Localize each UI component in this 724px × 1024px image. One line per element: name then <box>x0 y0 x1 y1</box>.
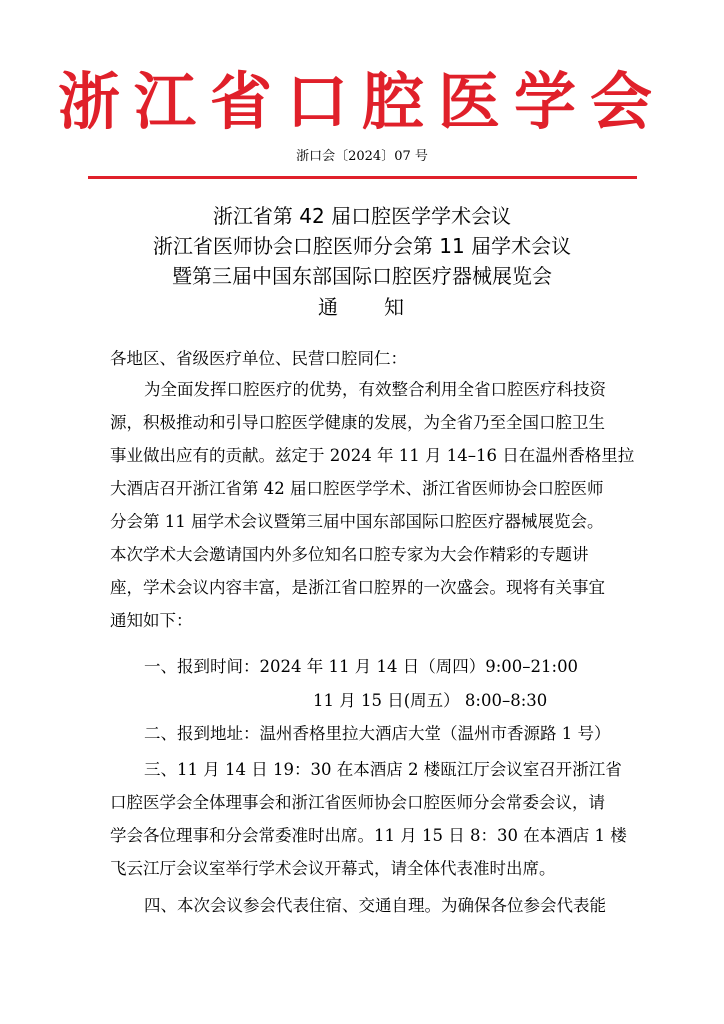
meeting-title-line-2: 浙江省医师协会口腔医师分会第 11 届学术会议 <box>152 234 572 258</box>
paragraph-1-line: 大酒店召开浙江省第 42 届口腔医学学术、浙江省医师协会口腔医师 <box>110 479 604 498</box>
paragraph-1-line: 为全面发挥口腔医疗的优势，有效整合利用全省口腔医疗科技资 <box>144 380 606 399</box>
item-3-line: 学会各位理事和分会常委准时出席。11 月 15 日 8：30 在本酒店 1 楼 <box>110 826 627 845</box>
notice-title <box>0 293 724 321</box>
meeting-title-line-3: 暨第三届中国东部国际口腔医疗器械展览会 <box>172 264 552 288</box>
document-number: 浙口会〔2024〕07 号 <box>296 149 428 164</box>
item-1-registration-time: 一、报到时间：2024 年 11 月 14 日（周四）9:00–21:00 <box>144 657 579 676</box>
paragraph-1-line: 事业做出应有的贡献。兹定于 2024 年 11 月 14–16 日在温州香格里拉 <box>110 446 635 465</box>
salutation: 各地区、省级医疗单位、民营口腔同仁： <box>110 349 407 368</box>
paragraph-1-line: 源，积极推动和引导口腔医学健康的发展，为全省乃至全国口腔卫生 <box>110 413 605 432</box>
organization-title: 浙江省口腔医学会 <box>57 65 666 138</box>
item-3-line: 口腔医学会全体理事会和浙江省医师协会口腔医师分会常委会议，请 <box>110 793 605 812</box>
paragraph-1-line: 座，学术会议内容丰富，是浙江省口腔界的一次盛会。现将有关事宜 <box>110 578 605 597</box>
meeting-title-line-1: 浙江省第 42 届口腔医学学术会议 <box>212 204 512 228</box>
item-1-registration-time-2: 11 月 15 日(周五） 8:00–8:30 <box>313 691 548 710</box>
red-divider-line <box>88 176 637 179</box>
item-4-line: 四、本次会议参会代表住宿、交通自理。为确保各位参会代表能 <box>144 896 606 915</box>
paragraph-1-line: 本次学术大会邀请国内外多位知名口腔专家为大会作精彩的专题讲 <box>110 545 589 564</box>
notice-title-char-2: 知 <box>384 295 406 319</box>
notice-title-char-1: 通 <box>318 295 340 319</box>
item-3-line: 飞云江厅会议室举行学术会议开幕式，请全体代表准时出席。 <box>110 859 556 878</box>
paragraph-1-line: 通知如下： <box>110 611 193 630</box>
item-3-line: 三、11 月 14 日 19：30 在本酒店 2 楼瓯江厅会议室召开浙江省 <box>144 760 622 779</box>
paragraph-1-line: 分会第 11 届学术会议暨第三届中国东部国际口腔医疗器械展览会。 <box>110 512 604 531</box>
item-2-registration-address: 二、报到地址：温州香格里拉大酒店大堂（温州市香源路 1 号） <box>144 724 611 743</box>
